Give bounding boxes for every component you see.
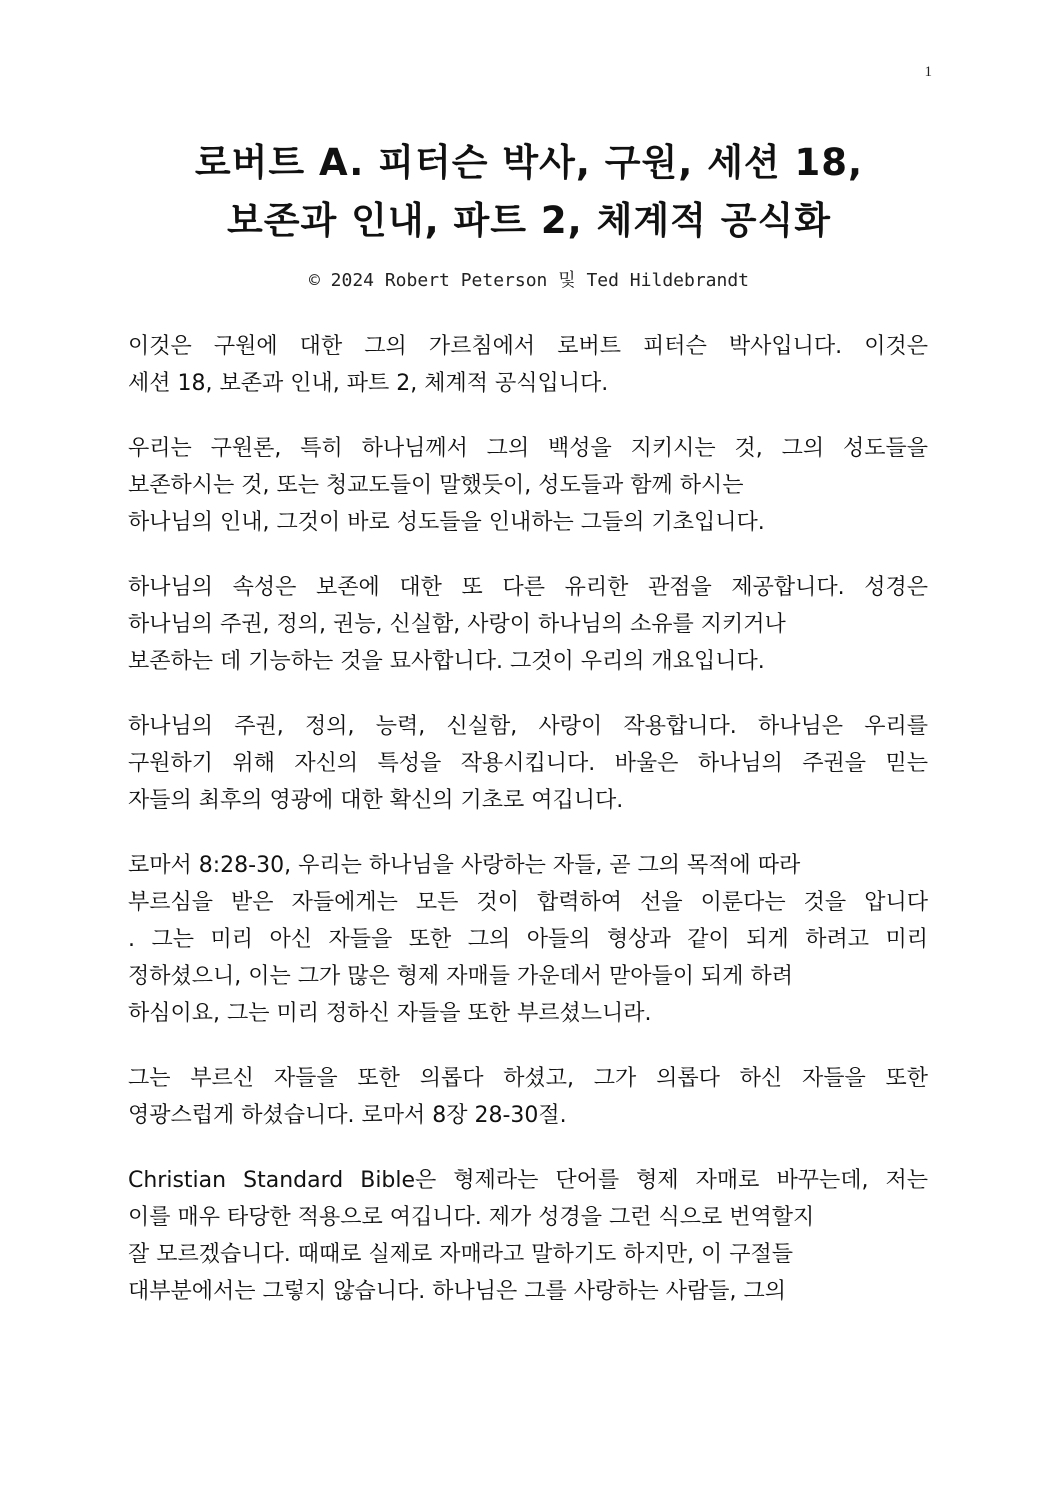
paragraph-line: 부르심을 받은 자들에게는 모든 것이 합력하여 선을 이룬다는 것을 압니다 [128,890,928,915]
paragraph-line: Christian Standard Bible은 형제라는 단어를 형제 자매로 바꾸는데, 저는 [128,1168,928,1193]
paragraph-line: 구원하기 위해 자신의 특성을 작용시킵니다. 바울은 하나님의 주권을 믿는 [128,751,928,776]
paragraph-line: 보존하시는 것, 또는 청교도들이 말했듯이, 성도들과 함께 하시는 [128,473,744,498]
paragraph-2 [128,430,928,541]
paragraph-line: 하심이요, 그는 미리 정하신 자들을 또한 부르셨느니라. [128,1001,652,1026]
paragraph-line: 이를 매우 타당한 적용으로 여깁니다. 제가 성경을 그런 식으로 번역할지 [128,1205,815,1230]
paragraph-5 [128,847,928,1032]
paragraph-line: 영광스럽게 하셨습니다. 로마서 8장 28-30절. [128,1103,567,1128]
paragraph-line: 세션 18, 보존과 인내, 파트 2, 체계적 공식입니다. [128,371,609,396]
paragraph-line: 자들의 최후의 영광에 대한 확신의 기초로 여깁니다. [128,788,624,813]
paragraph-line: 우리는 구원론, 특히 하나님께서 그의 백성을 지키시는 것, 그의 성도들을 [128,436,928,461]
paragraph-line: 로마서 8:28-30, 우리는 하나님을 사랑하는 자들, 곧 그의 목적에 따라 [128,853,801,878]
copyright-notice: © 2024 Robert Peterson 및 Ted Hildebrandt [308,270,750,291]
paragraph-line: 이것은 구원에 대한 그의 가르침에서 로버트 피터슨 박사입니다. 이것은 [128,334,928,359]
paragraph-line: 보존하는 데 기능하는 것을 묘사합니다. 그것이 우리의 개요입니다. [128,649,765,674]
document-title [0,134,1058,250]
paragraph-line: 그는 부르신 자들을 또한 의롭다 하셨고, 그가 의롭다 하신 자들을 또한 [128,1066,928,1091]
paragraph-4 [128,708,928,819]
paragraph-6 [128,1060,928,1134]
paragraph-7 [128,1162,928,1310]
title-line-2: 보존과 인내, 파트 2, 체계적 공식화 [227,199,831,242]
paragraph-1 [128,328,928,402]
paragraph-line: 하나님의 속성은 보존에 대한 또 다른 유리한 관점을 제공합니다. 성경은 [128,575,928,600]
paragraph-3 [128,569,928,680]
page-number: 1 [924,64,932,80]
paragraph-line: 하나님의 주권, 정의, 권능, 신실함, 사랑이 하나님의 소유를 지키거나 [128,612,786,637]
paragraph-line: . 그는 미리 아신 자들을 또한 그의 아들의 형상과 같이 되게 하려고 미리 [128,927,928,952]
title-line-1: 로버트 A. 피터슨 박사, 구원, 세션 18, [194,141,864,184]
paragraph-line: 잘 모르겠습니다. 때때로 실제로 자매라고 말하기도 하지만, 이 구절들 [128,1242,793,1267]
paragraph-line: 하나님의 인내, 그것이 바로 성도들을 인내하는 그들의 기초입니다. [128,510,765,535]
paragraph-line: 정하셨으니, 이는 그가 많은 형제 자매들 가운데서 맏아들이 되게 하려 [128,964,793,989]
paragraph-line: 대부분에서는 그렇지 않습니다. 하나님은 그를 사랑하는 사람들, 그의 [128,1279,786,1304]
paragraph-line: 하나님의 주권, 정의, 능력, 신실함, 사랑이 작용합니다. 하나님은 우리를 [128,714,928,739]
body-text [128,328,928,1338]
